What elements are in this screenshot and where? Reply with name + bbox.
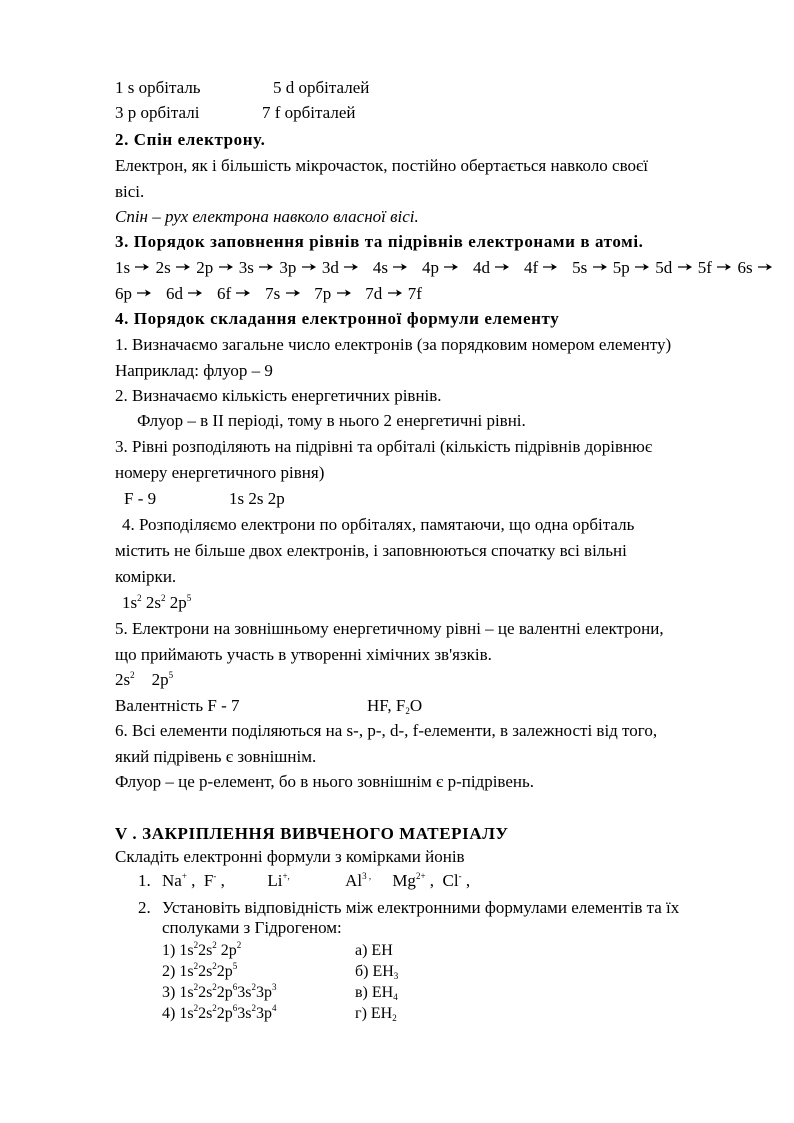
- compound-2: б) $ЕН_3$: [355, 963, 399, 981]
- ion-f: F- ,: [203, 871, 225, 890]
- step-3-line-1: 3. Рівні розподіляють на підрівні та орбіталі (кількість підрівнів дорівнює: [115, 437, 653, 456]
- spin-text-line-1: Електрон, як і більшість мікрочасток, постійно обертається навколо своєї: [115, 156, 649, 175]
- sublevel-6p: 6p: [115, 284, 132, 303]
- step-6-line-2: який підрівень є зовнішнім.: [115, 747, 317, 766]
- ion-mg: $Mg^{2+}$ ,: [392, 871, 435, 890]
- arrow-right-icon: [337, 288, 351, 298]
- task-2-number: 2.: [138, 898, 151, 917]
- sublevel-3d: 3d: [321, 258, 339, 277]
- formula-3: 3) $1s^22s^22p^63s^23p^3$: [162, 982, 277, 1001]
- sublevel-7p: 7p: [314, 284, 332, 303]
- arrow-right-icon: [188, 288, 202, 298]
- step-6-line-3: Флуор – це р-елемент, бо в нього зовнішнім є р-підрівень.: [115, 772, 535, 791]
- compound-3: в) $ЕН_4$: [355, 984, 398, 1002]
- step-4-line-2: містить не більше двох електронів, і заповнюються спочатку всі вільні: [115, 541, 627, 560]
- formula-2: 2) $1s^22s^22p^5$: [162, 961, 238, 980]
- arrow-right-icon: [259, 262, 273, 272]
- step-4-line-1: 4. Розподіляємо електрони по орбіталях, памятаючи, що одна орбіталь: [122, 515, 635, 534]
- sublevel-3s: 3s: [238, 258, 254, 277]
- step-5-line-2: що приймають участь в утворенні хімічних зв'язків.: [115, 645, 492, 664]
- p-orbital-count: 3 р орбіталі: [115, 103, 200, 122]
- sublevel-5p: 5p: [612, 258, 630, 277]
- step-4-line-3: комірки.: [115, 567, 177, 586]
- sublevel-7f: 7f: [407, 284, 422, 303]
- consolidation-intro: Складіть електронні формули з комірками йонів: [115, 847, 465, 866]
- filling-sequence-line-1: [115, 258, 774, 278]
- spin-heading: 2. Спін електрону.: [115, 130, 266, 149]
- sublevel-4d: 4d: [473, 258, 490, 277]
- step-3-line-2: номеру енергетичного рівня): [115, 463, 325, 482]
- arrow-right-icon: [137, 288, 151, 298]
- sublevel-3p: 3p: [279, 258, 297, 277]
- spin-text-line-2: вісі.: [115, 182, 145, 201]
- task-1-number: 1.: [138, 871, 151, 890]
- arrow-right-icon: [495, 262, 509, 272]
- sublevel-1s: 1s: [115, 258, 131, 277]
- step-3-levels: 1s 2s 2p: [229, 489, 285, 508]
- arrow-right-icon: [543, 262, 557, 272]
- orbital-row-1: [115, 78, 201, 98]
- arrow-right-icon: [236, 288, 250, 298]
- sublevel-4p: 4p: [422, 258, 439, 277]
- arrow-right-icon: [302, 262, 316, 272]
- filling-sequence-line-2: [115, 284, 422, 304]
- sublevel-4f: 4f: [524, 258, 539, 277]
- sublevel-6d: 6d: [166, 284, 183, 303]
- sublevel-6s: 6s: [737, 258, 753, 277]
- arrow-right-icon: [444, 262, 458, 272]
- step-1: 1. Визначаємо загальне число електронів (за порядковим номером елементу): [115, 335, 672, 354]
- compound-1: а) ЕН: [355, 942, 393, 959]
- arrow-right-icon: [388, 288, 402, 298]
- arrow-right-icon: [135, 262, 149, 272]
- ion-list: [162, 871, 470, 891]
- sublevel-5d: 5d: [655, 258, 673, 277]
- step-2-note: Флуор – в ІІ періоді, тому в нього 2 енергетичні рівні.: [137, 411, 526, 430]
- spin-definition: Спін – рух електрона навколо власної вісі.: [115, 207, 419, 226]
- sublevel-4s: 4s: [372, 258, 388, 277]
- arrow-right-icon: [286, 288, 300, 298]
- arrow-right-icon: [717, 262, 731, 272]
- step-2: 2. Визначаємо кількість енергетичних рівнів.: [115, 386, 442, 405]
- step-3-element: F - 9: [124, 489, 157, 508]
- compound-4: г) $ЕН_2$: [355, 1005, 397, 1023]
- arrow-right-icon: [593, 262, 607, 272]
- sublevel-2s: 2s: [155, 258, 171, 277]
- formula-1: 1) $1s^22s^2$ $2p^2$: [162, 940, 242, 959]
- arrow-right-icon: [758, 262, 772, 272]
- sublevel-6f: 6f: [217, 284, 232, 303]
- arrow-right-icon: [344, 262, 358, 272]
- sublevel-7s: 7s: [265, 284, 281, 303]
- formula-steps-heading: 4. Порядок складання електронної формули елементу: [115, 309, 560, 328]
- arrow-right-icon: [176, 262, 190, 272]
- s-orbital-count: 1 s орбіталь: [115, 78, 201, 97]
- step-5-line-1: 5. Електрони на зовнішньому енергетичному рівні – це валентні електрони,: [115, 619, 664, 638]
- arrow-right-icon: [219, 262, 233, 272]
- ion-li: Li+,: [267, 871, 290, 890]
- task-2-line-2: сполуками з Гідрогеном:: [162, 918, 342, 937]
- consolidation-heading: V . ЗАКРІПЛЕННЯ ВИВЧЕНОГО МАТЕРІАЛУ: [115, 824, 509, 843]
- fluorine-configuration: $1s^2$ $2s^2$ $2p^5$: [122, 593, 192, 612]
- valence-configuration: $2s^2$ $2p^5$: [115, 670, 174, 689]
- fluorine-compounds: HF, $F_2O$: [367, 696, 423, 716]
- step-1-example: Наприклад: флуор – 9: [115, 361, 273, 380]
- task-2-line-1: Установіть відповідність між електронними формулами елементів та їх: [162, 898, 680, 917]
- valence-label: Валентність F - 7: [115, 696, 240, 715]
- sublevel-7d: 7d: [365, 284, 383, 303]
- ion-na: Na+ ,: [162, 871, 196, 890]
- sublevel-5f: 5f: [697, 258, 712, 277]
- d-orbital-count: 5 d орбіталей: [273, 78, 370, 97]
- f-orbital-count: 7 f орбіталей: [262, 103, 356, 122]
- ion-al: $Al^{3 ,}$: [345, 871, 372, 890]
- arrow-right-icon: [678, 262, 692, 272]
- step-6-line-1: 6. Всі елементи поділяються на s-, p-, d-, f-елементи, в залежності від того,: [115, 721, 658, 740]
- ion-cl: Cl- ,: [442, 871, 471, 890]
- arrow-right-icon: [635, 262, 649, 272]
- sublevel-5s: 5s: [572, 258, 588, 277]
- arrow-right-icon: [393, 262, 407, 272]
- sublevel-2p: 2p: [196, 258, 214, 277]
- formula-4: 4) $1s^22s^22p^63s^23p^4$: [162, 1003, 277, 1022]
- filling-order-heading: 3. Порядок заповнення рівнів та підрівнів електронами в атомі.: [115, 232, 644, 251]
